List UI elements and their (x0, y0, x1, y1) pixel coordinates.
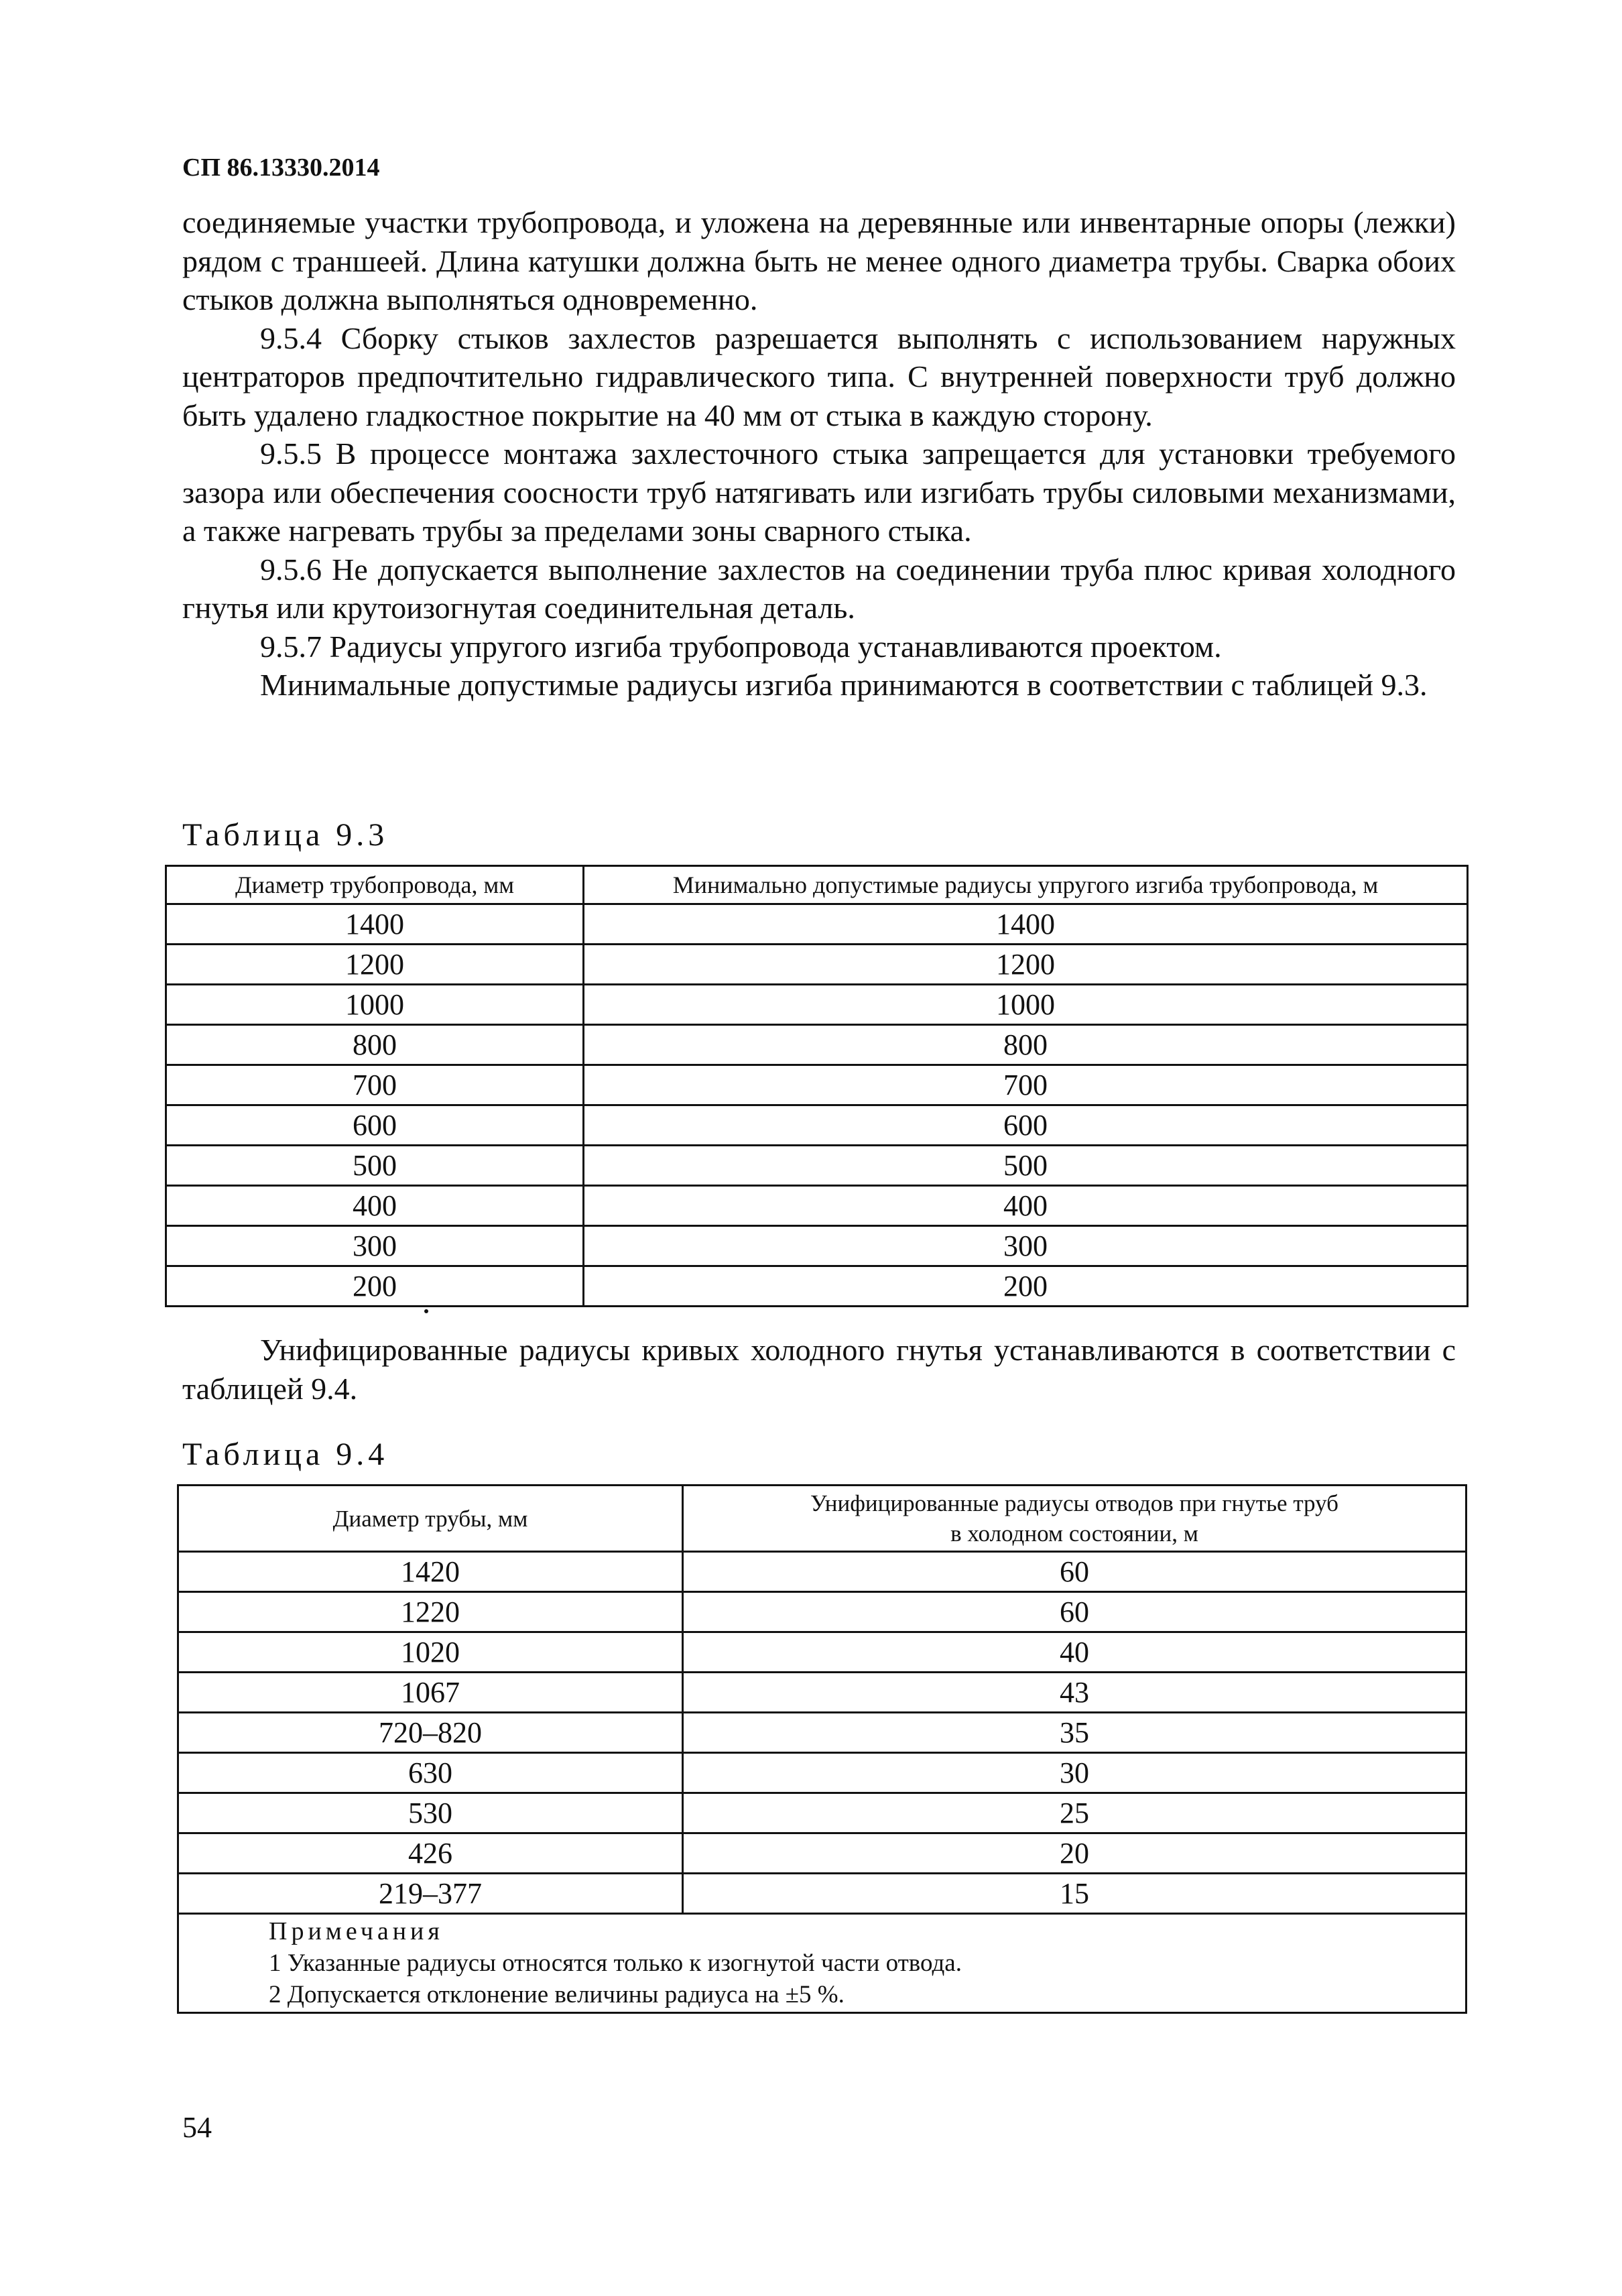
cell-radius: 20 (683, 1833, 1467, 1874)
document-code-header: СП 86.13330.2014 (182, 154, 380, 182)
table-row (166, 985, 1468, 1025)
column-header-min-radius: Минимально допустимые радиусы упругого изгиба трубопровода, м (584, 866, 1468, 904)
table-header-row (166, 866, 1468, 904)
paragraph-9-5-6: 9.5.6 Не допускается выполнение захлестов на соединении труба плюс кривая холодного гнутья или крутоизогнутая соединительная деталь. (182, 552, 1456, 625)
paragraph-unified-radii: Унифицированные радиусы кривых холодного гнутья устанавливаются в соответствии с таблицей 9.4. (182, 1333, 1456, 1406)
cell-diameter: 1220 (178, 1592, 683, 1632)
paragraph-9-5-7: 9.5.7 Радиусы упругого изгиба трубопровода устанавливаются проектом. (260, 629, 1222, 664)
cell-radius: 25 (683, 1793, 1467, 1833)
table-row (166, 904, 1468, 945)
cell-diameter: 200 (166, 1266, 584, 1307)
table-row (166, 1025, 1468, 1065)
table-row (178, 1713, 1467, 1753)
table-row (178, 1793, 1467, 1833)
cell-radius: 500 (584, 1146, 1468, 1186)
table-notes (178, 1914, 1467, 2013)
cell-diameter: 400 (166, 1186, 584, 1226)
cell-diameter: 800 (166, 1025, 584, 1065)
header-line: Унифицированные радиусы отводов при гнутье труб (810, 1490, 1338, 1516)
cell-radius: 300 (584, 1226, 1468, 1266)
page-number: 54 (182, 2111, 212, 2144)
table-row (178, 1632, 1467, 1673)
table-row (166, 1186, 1468, 1226)
scan-dot (424, 1309, 428, 1313)
table-row (166, 1065, 1468, 1105)
cell-radius: 400 (584, 1186, 1468, 1226)
cell-radius: 60 (683, 1592, 1467, 1632)
cell-diameter: 300 (166, 1226, 584, 1266)
table-9-3-caption: Таблица 9.3 (182, 817, 389, 853)
paragraph-9-5-4: 9.5.4 Сборку стыков захлестов разрешается выполнять с использованием наружных центраторов предпочтительно гидравлического типа. С внутренней поверхности труб должно быть удалено гладкостное покрытие на 40 мм от стыка в каждую сторону. (182, 320, 1456, 432)
cell-radius: 200 (584, 1266, 1468, 1307)
cell-diameter: 600 (166, 1105, 584, 1146)
column-header-unified-radius (683, 1486, 1467, 1552)
table-row (166, 945, 1468, 985)
cell-radius: 800 (584, 1025, 1468, 1065)
cell-diameter: 1420 (178, 1552, 683, 1592)
table-9-3 (165, 865, 1469, 1307)
table-header-row (178, 1486, 1467, 1552)
cell-radius: 15 (683, 1874, 1467, 1914)
cell-radius: 1200 (584, 945, 1468, 985)
cell-radius: 700 (584, 1065, 1468, 1105)
header-line: в холодном состоянии, м (950, 1520, 1198, 1547)
table-9-4-caption: Таблица 9.4 (182, 1437, 389, 1472)
paragraph-continuation: соединяемые участки трубопровода, и уложена на деревянные или инвентарные опоры (лежки) рядом с траншеей. Длина катушки должна быть не менее одного диаметра трубы. Сварка обоих стыков должна выполняться одновременно. (182, 205, 1456, 316)
table-row (178, 1552, 1467, 1592)
cell-diameter: 1067 (178, 1673, 683, 1713)
cell-diameter: 700 (166, 1065, 584, 1105)
cell-diameter: 1200 (166, 945, 584, 985)
cell-diameter: 630 (178, 1753, 683, 1793)
cell-radius: 35 (683, 1713, 1467, 1753)
cell-diameter: 720–820 (178, 1713, 683, 1753)
cell-diameter: 219–377 (178, 1874, 683, 1914)
paragraph-9-5-5: 9.5.5 В процессе монтажа захлесточного стыка запрещается для установки требуемого зазора или обеспечения соосности труб натягивать или изгибать трубы силовыми механизмами, а также нагревать трубы за пределами зоны сварного стыка. (182, 436, 1456, 548)
table-notes-row (178, 1914, 1467, 2013)
table-row (178, 1833, 1467, 1874)
table-row (178, 1874, 1467, 1914)
cell-radius: 600 (584, 1105, 1468, 1146)
cell-diameter: 426 (178, 1833, 683, 1874)
cell-radius: 60 (683, 1552, 1467, 1592)
cell-radius: 30 (683, 1753, 1467, 1793)
table-row (178, 1592, 1467, 1632)
cell-diameter: 530 (178, 1793, 683, 1833)
cell-radius: 40 (683, 1632, 1467, 1673)
cell-diameter: 1400 (166, 904, 584, 945)
table-row (178, 1753, 1467, 1793)
cell-diameter: 1020 (178, 1632, 683, 1673)
note-item: 2 Допускается отклонение величины радиуса на ±5 %. (269, 1981, 845, 2008)
table-row (166, 1266, 1468, 1307)
column-header-pipe-diameter: Диаметр трубы, мм (178, 1486, 683, 1552)
body-text-middle (182, 1331, 1456, 1408)
table-9-4 (177, 1484, 1467, 2014)
body-text-top (182, 203, 1456, 705)
table-row (166, 1226, 1468, 1266)
cell-radius: 1000 (584, 985, 1468, 1025)
cell-diameter: 1000 (166, 985, 584, 1025)
note-item: 1 Указанные радиусы относятся только к изогнутой части отвода. (269, 1949, 962, 1977)
notes-title: Примечания (269, 1917, 444, 1945)
table-row (166, 1105, 1468, 1146)
table-row (178, 1673, 1467, 1713)
cell-radius: 1400 (584, 904, 1468, 945)
column-header-diameter: Диаметр трубопровода, мм (166, 866, 584, 904)
table-row (166, 1146, 1468, 1186)
cell-diameter: 500 (166, 1146, 584, 1186)
paragraph-min-radii: Минимальные допустимые радиусы изгиба принимаются в соответствии с таблицей 9.3. (260, 668, 1428, 702)
cell-radius: 43 (683, 1673, 1467, 1713)
